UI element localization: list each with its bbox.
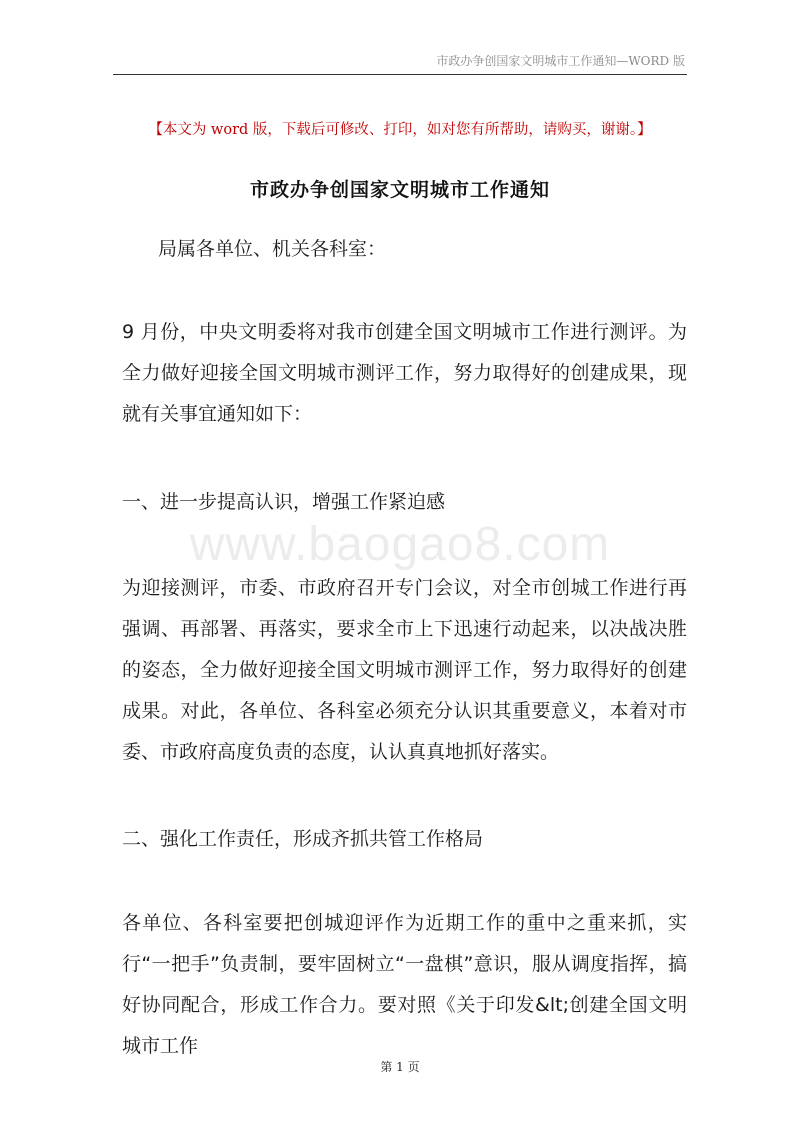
- paragraph-intro: 9 月份，中央文明委将对我市创建全国文明城市工作进行测评。为全力做好迎接全国文明城市测评工作，努力取得好的创建成果，现就有关事宜通知如下：: [122, 321, 687, 425]
- salutation: 局属各单位、机关各科室：: [158, 238, 387, 260]
- purchase-notice: 【本文为 word 版，下载后可修改、打印，如对您有所帮助，请购买，谢谢。】: [148, 122, 652, 138]
- document-title: 市政办争创国家文明城市工作通知: [249, 179, 550, 201]
- watermark: www.baogao8.com: [189, 518, 611, 571]
- section-heading-2: 二、强化工作责任，形成齐抓共管工作格局: [122, 828, 484, 850]
- paragraph-section-1: 为迎接测评，市委、市政府召开专门会议，对全市创城工作进行再强调、再部署、再落实，要求全市上下迅速行动起来，以决战决胜的姿态，全力做好迎接全国文明城市测评工作，努力取得好的创建成果。对此，各单位、各科室必须充分认识其重要意义，本着对市委、市政府高度负责的态度，认认真真地抓好落实。: [122, 577, 687, 763]
- paragraph-section-2: 各单位、各科室要把创城迎评作为近期工作的重中之重来抓，实行“一把手”负责制，要牢固树立“一盘棋”意识，服从调度指挥，搞好协同配合，形成工作合力。要对照《关于印发&lt;创建全国文明城市工作: [122, 912, 687, 1057]
- page-number: 第 1 页: [380, 1060, 420, 1074]
- running-header: 市政办争创国家文明城市工作通知—WORD 版: [436, 54, 685, 68]
- section-heading-1: 一、进一步提高认识，增强工作紧迫感: [122, 491, 446, 513]
- header-divider: [113, 74, 687, 75]
